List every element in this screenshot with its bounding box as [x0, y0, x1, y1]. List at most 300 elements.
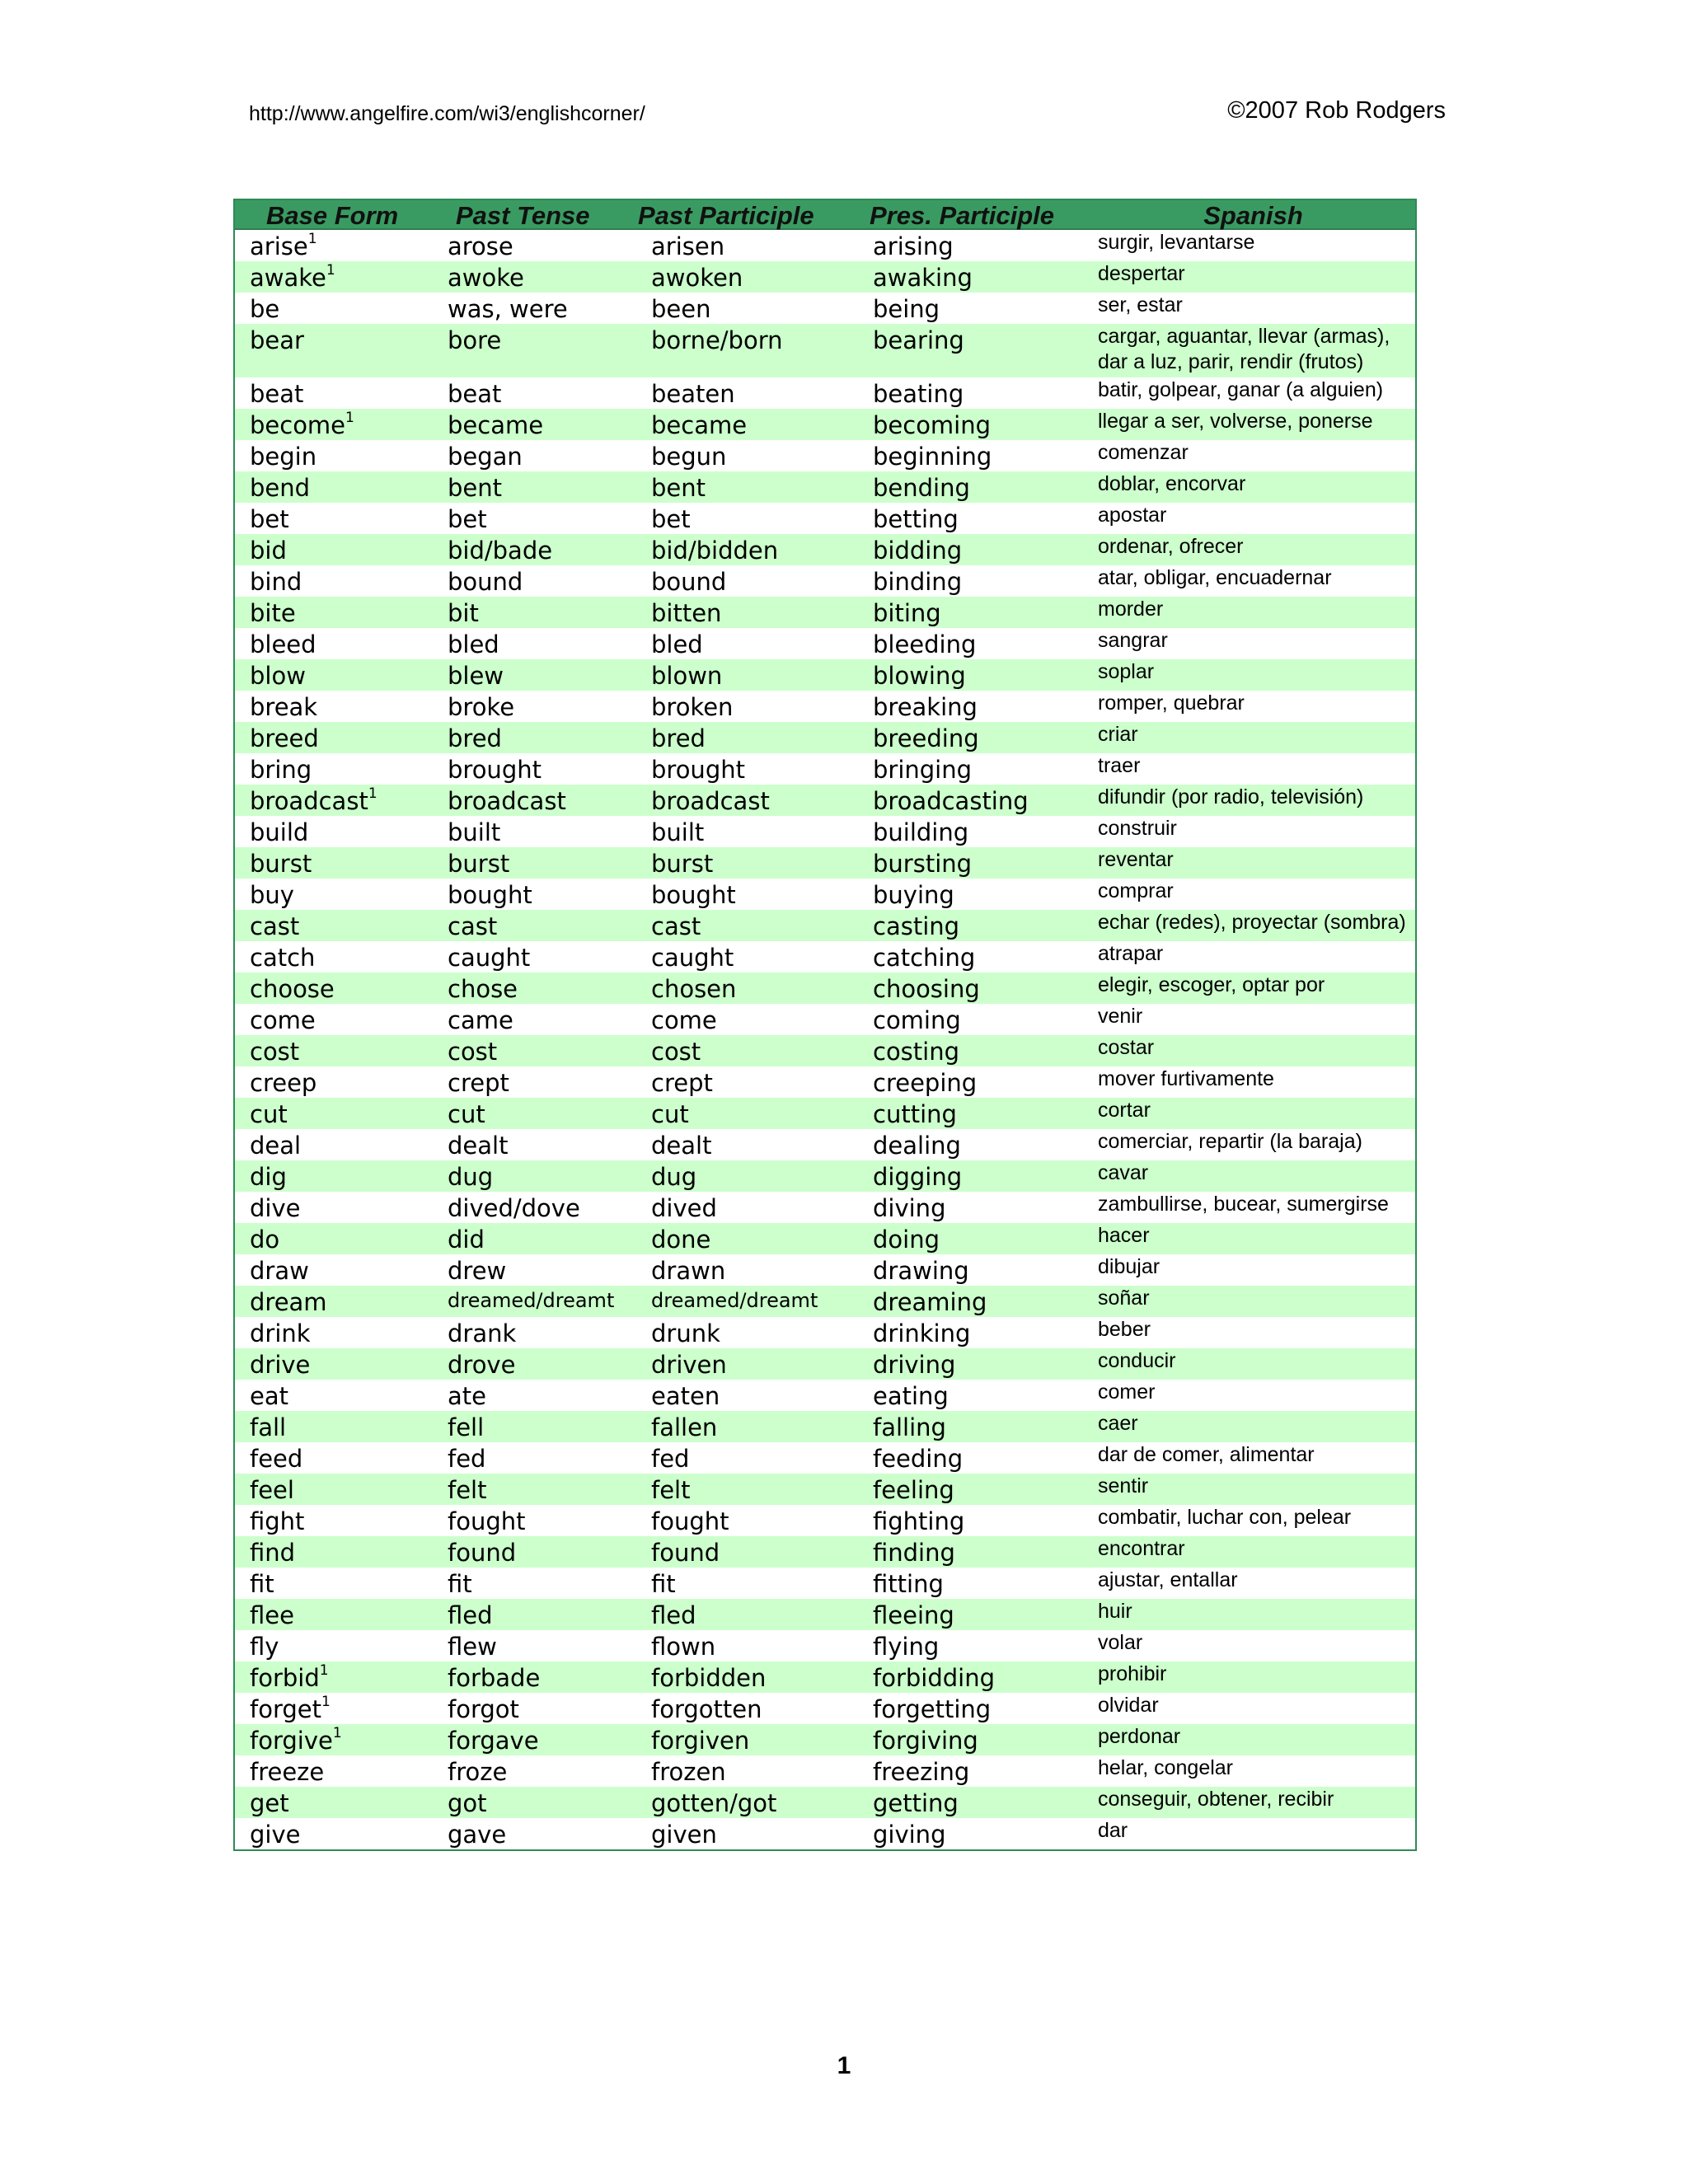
cell-past-participle: [638, 816, 860, 847]
cell-past-participle-text: bent: [651, 474, 706, 502]
cell-past-tense-text: fit: [448, 1570, 472, 1598]
cell-past-participle-text: fought: [651, 1507, 729, 1535]
cell-spanish: [1090, 377, 1415, 409]
cell-spanish-text: elegir, escoger, optar por: [1098, 973, 1325, 996]
cell-spanish-text: construir: [1098, 817, 1177, 840]
cell-past-participle: [638, 1129, 860, 1160]
table-row: [235, 377, 1415, 409]
cell-spanish-text: zambullirse, bucear, sumergirse: [1098, 1193, 1389, 1216]
cell-past-tense-text: dreamed/dreamt: [448, 1289, 615, 1312]
cell-base-form: [235, 1755, 433, 1787]
cell-past-participle-text: bid/bidden: [651, 537, 779, 565]
cell-past-participle: [638, 377, 860, 409]
cell-present-participle-text: breaking: [873, 693, 978, 721]
table-row: [235, 1286, 1415, 1317]
cell-spanish: [1090, 1661, 1415, 1693]
cell-base-form-text: draw: [250, 1257, 309, 1285]
cell-spanish: [1090, 1004, 1415, 1035]
cell-spanish-text: cavar: [1098, 1161, 1149, 1184]
table-row: [235, 1755, 1415, 1787]
footnote-marker: 1: [319, 1662, 329, 1679]
cell-past-tense-text: felt: [448, 1476, 487, 1504]
cell-base-form: [235, 753, 433, 785]
cell-past-tense: [433, 816, 638, 847]
cell-past-participle-text: fled: [651, 1601, 696, 1629]
cell-past-participle: [638, 753, 860, 785]
cell-present-participle: [860, 293, 1090, 324]
cell-present-participle: [860, 972, 1090, 1004]
cell-present-participle: [860, 1286, 1090, 1317]
cell-base-form-text: awake: [250, 264, 326, 292]
cell-present-participle: [860, 1755, 1090, 1787]
cell-present-participle: [860, 261, 1090, 293]
cell-base-form: [235, 1474, 433, 1505]
cell-past-tense-text: began: [448, 443, 523, 471]
cell-spanish-text: volar: [1098, 1631, 1143, 1654]
cell-past-participle-text: borne/born: [651, 326, 783, 354]
cell-present-participle: [860, 409, 1090, 440]
cell-present-participle: [860, 1536, 1090, 1568]
cell-base-form-text: eat: [250, 1382, 288, 1410]
cell-past-tense-text: got: [448, 1789, 487, 1817]
cell-past-participle: [638, 1724, 860, 1755]
cell-present-participle-text: bringing: [873, 756, 973, 784]
cell-present-participle-text: choosing: [873, 975, 980, 1003]
cell-base-form-text: cost: [250, 1038, 300, 1066]
cell-spanish: [1090, 565, 1415, 597]
table-row: [235, 1066, 1415, 1098]
table-row: [235, 1474, 1415, 1505]
cell-past-tense: [433, 1223, 638, 1254]
cell-spanish: [1090, 1317, 1415, 1348]
cell-present-participle: [860, 1129, 1090, 1160]
cell-past-tense: [433, 230, 638, 261]
cell-base-form-text: be: [250, 295, 280, 323]
cell-past-tense: [433, 1286, 638, 1317]
cell-base-form-text: bet: [250, 505, 289, 533]
cell-present-participle-text: cutting: [873, 1100, 957, 1128]
cell-past-tense-text: crept: [448, 1069, 509, 1097]
table-row: [235, 503, 1415, 534]
cell-spanish-text: comprar: [1098, 879, 1174, 902]
cell-base-form-text: find: [250, 1539, 296, 1567]
table-row: [235, 230, 1415, 261]
cell-past-tense: [433, 1066, 638, 1098]
cell-spanish-text: dibujar: [1098, 1255, 1160, 1278]
table-row: [235, 597, 1415, 628]
cell-base-form: [235, 503, 433, 534]
cell-present-participle: [860, 753, 1090, 785]
cell-past-participle-text: driven: [651, 1351, 727, 1379]
cell-past-participle: [638, 534, 860, 565]
table-row: [235, 785, 1415, 816]
table-row: [235, 1317, 1415, 1348]
cell-present-participle: [860, 377, 1090, 409]
cell-base-form-text: build: [250, 818, 309, 846]
cell-past-participle-text: dived: [651, 1194, 717, 1222]
table-row: [235, 972, 1415, 1004]
cell-present-participle-text: dealing: [873, 1132, 961, 1160]
cell-spanish: [1090, 1442, 1415, 1474]
cell-spanish-text: cargar, aguantar, llevar (armas), dar a luz, parir, rendir (frutos): [1098, 325, 1390, 373]
cell-spanish-text: sentir: [1098, 1474, 1149, 1497]
cell-past-participle: [638, 1223, 860, 1254]
table-row: [235, 1035, 1415, 1066]
cell-present-participle-text: forgiving: [873, 1727, 978, 1755]
cell-past-participle-text: dealt: [651, 1132, 712, 1160]
cell-past-participle-text: chosen: [651, 975, 737, 1003]
cell-base-form-text: bear: [250, 326, 304, 354]
cell-base-form-text: fight: [250, 1507, 305, 1535]
cell-base-form: [235, 1129, 433, 1160]
cell-past-participle: [638, 409, 860, 440]
cell-past-participle-text: crept: [651, 1069, 713, 1097]
cell-past-participle: [638, 1755, 860, 1787]
cell-past-tense: [433, 691, 638, 722]
cell-past-tense: [433, 1442, 638, 1474]
cell-base-form-text: do: [250, 1226, 280, 1254]
cell-past-participle-text: eaten: [651, 1382, 720, 1410]
cell-past-tense-text: broadcast: [448, 787, 566, 815]
table-row: [235, 1004, 1415, 1035]
cell-past-tense-text: dived/dove: [448, 1194, 580, 1222]
cell-past-participle-text: bitten: [651, 599, 722, 627]
cell-past-participle: [638, 1474, 860, 1505]
cell-present-participle: [860, 1818, 1090, 1849]
cell-spanish-text: sangrar: [1098, 629, 1168, 652]
cell-spanish: [1090, 230, 1415, 261]
cell-past-tense-text: caught: [448, 944, 531, 972]
cell-spanish-text: mover furtivamente: [1098, 1067, 1274, 1090]
cell-base-form-text: broadcast: [250, 787, 368, 815]
cell-present-participle: [860, 1442, 1090, 1474]
cell-spanish: [1090, 440, 1415, 471]
cell-present-participle: [860, 1411, 1090, 1442]
cell-base-form-text: blow: [250, 662, 306, 690]
cell-past-participle-text: broadcast: [651, 787, 770, 815]
cell-spanish: [1090, 785, 1415, 816]
irregular-verbs-table: [233, 199, 1417, 1851]
cell-past-tense-text: chose: [448, 975, 518, 1003]
cell-past-participle: [638, 1380, 860, 1411]
cell-spanish: [1090, 503, 1415, 534]
cell-present-participle: [860, 722, 1090, 753]
cell-present-participle-text: awaking: [873, 264, 973, 292]
cell-past-tense-text: forgot: [448, 1695, 519, 1723]
cell-base-form: [235, 1411, 433, 1442]
cell-spanish-text: llegar a ser, volverse, ponerse: [1098, 410, 1373, 433]
cell-past-tense: [433, 1755, 638, 1787]
cell-present-participle-text: diving: [873, 1194, 946, 1222]
cell-spanish-text: traer: [1098, 754, 1141, 777]
cell-base-form-text: drink: [250, 1319, 311, 1347]
cell-base-form: [235, 440, 433, 471]
cell-present-participle-text: getting: [873, 1789, 959, 1817]
cell-past-tense-text: flew: [448, 1633, 497, 1661]
cell-present-participle-text: beating: [873, 380, 964, 408]
cell-spanish-text: combatir, luchar con, pelear: [1098, 1506, 1352, 1529]
table-row: [235, 941, 1415, 972]
column-header-past-tense: Past Tense: [456, 201, 590, 230]
cell-past-tense: [433, 261, 638, 293]
cell-base-form: [235, 1348, 433, 1380]
cell-past-tense-text: froze: [448, 1758, 508, 1786]
cell-present-participle-text: fitting: [873, 1570, 944, 1598]
cell-present-participle: [860, 1004, 1090, 1035]
cell-spanish-text: perdonar: [1098, 1725, 1181, 1748]
cell-base-form: [235, 1035, 433, 1066]
page-header: [249, 97, 1446, 130]
cell-past-participle: [638, 1411, 860, 1442]
cell-present-participle-text: coming: [873, 1006, 961, 1034]
cell-base-form: [235, 1160, 433, 1192]
cell-present-participle-text: fighting: [873, 1507, 965, 1535]
cell-present-participle-text: casting: [873, 912, 960, 940]
cell-spanish: [1090, 1505, 1415, 1536]
cell-base-form-text: bend: [250, 474, 311, 502]
cell-present-participle-text: driving: [873, 1351, 956, 1379]
table-row: [235, 324, 1415, 377]
cell-past-tense-text: burst: [448, 850, 510, 878]
footnote-marker: 1: [321, 1694, 331, 1710]
table-row: [235, 1098, 1415, 1129]
cell-past-participle-text: dreamed/dreamt: [651, 1289, 818, 1312]
cell-present-participle: [860, 534, 1090, 565]
footnote-marker: 1: [368, 785, 377, 802]
table-row: [235, 1223, 1415, 1254]
cell-past-tense: [433, 293, 638, 324]
cell-present-participle: [860, 785, 1090, 816]
cell-past-tense-text: did: [448, 1226, 485, 1254]
table-row: [235, 1380, 1415, 1411]
cell-spanish-text: romper, quebrar: [1098, 691, 1245, 715]
cell-base-form: [235, 1630, 433, 1661]
cell-past-participle: [638, 1317, 860, 1348]
cell-past-participle-text: bred: [651, 724, 706, 752]
cell-base-form: [235, 1818, 433, 1849]
cell-present-participle-text: bursting: [873, 850, 973, 878]
table-row: [235, 1661, 1415, 1693]
cell-past-participle: [638, 1536, 860, 1568]
cell-past-tense: [433, 471, 638, 503]
cell-past-participle-text: gotten/got: [651, 1789, 777, 1817]
table-row: [235, 1787, 1415, 1818]
cell-present-participle: [860, 1661, 1090, 1693]
cell-present-participle: [860, 1568, 1090, 1599]
cell-base-form-text: forgive: [250, 1727, 333, 1755]
cell-present-participle: [860, 941, 1090, 972]
cell-past-participle-text: fed: [651, 1445, 690, 1473]
cell-past-tense: [433, 409, 638, 440]
cell-present-participle-text: building: [873, 818, 969, 846]
cell-past-tense: [433, 1035, 638, 1066]
cell-present-participle: [860, 565, 1090, 597]
cell-spanish-text: comerciar, repartir (la baraja): [1098, 1130, 1362, 1153]
cell-base-form: [235, 1693, 433, 1724]
cell-past-participle-text: built: [651, 818, 705, 846]
cell-base-form-text: bring: [250, 756, 312, 784]
cell-base-form: [235, 847, 433, 879]
cell-past-tense-text: forbade: [448, 1664, 541, 1692]
table-row: [235, 1818, 1415, 1849]
cell-present-participle-text: dreaming: [873, 1288, 987, 1316]
table-row: [235, 1599, 1415, 1630]
cell-spanish: [1090, 1599, 1415, 1630]
table-row: [235, 1724, 1415, 1755]
cell-present-participle-text: giving: [873, 1821, 946, 1849]
cell-base-form-text: forget: [250, 1695, 321, 1723]
cell-present-participle-text: feeling: [873, 1476, 954, 1504]
table-row: [235, 1192, 1415, 1223]
cell-past-participle: [638, 597, 860, 628]
cell-past-tense-text: broke: [448, 693, 515, 721]
cell-past-tense: [433, 1661, 638, 1693]
cell-past-participle-text: beaten: [651, 380, 735, 408]
cell-base-form-text: give: [250, 1821, 301, 1849]
cell-past-tense-text: drank: [448, 1319, 517, 1347]
cell-past-participle-text: burst: [651, 850, 714, 878]
cell-spanish: [1090, 1286, 1415, 1317]
cell-spanish: [1090, 1630, 1415, 1661]
cell-past-participle: [638, 910, 860, 941]
cell-past-participle: [638, 1192, 860, 1223]
cell-spanish: [1090, 691, 1415, 722]
cell-past-tense-text: fought: [448, 1507, 526, 1535]
cell-spanish-text: conseguir, obtener, recibir: [1098, 1788, 1334, 1811]
cell-base-form: [235, 941, 433, 972]
cell-past-participle: [638, 1035, 860, 1066]
cell-past-tense: [433, 1818, 638, 1849]
cell-base-form-text: beat: [250, 380, 304, 408]
cell-base-form: [235, 1661, 433, 1693]
cell-spanish-text: criar: [1098, 723, 1138, 746]
cell-spanish-text: huir: [1098, 1600, 1132, 1623]
cell-past-participle-text: blown: [651, 662, 723, 690]
table-row: [235, 1129, 1415, 1160]
cell-base-form: [235, 1098, 433, 1129]
cell-present-participle: [860, 691, 1090, 722]
cell-past-tense-text: built: [448, 818, 501, 846]
cell-base-form: [235, 1568, 433, 1599]
cell-present-participle-text: biting: [873, 599, 941, 627]
cell-past-tense: [433, 503, 638, 534]
cell-spanish-text: beber: [1098, 1318, 1151, 1341]
cell-past-tense-text: cost: [448, 1038, 498, 1066]
cell-present-participle: [860, 1787, 1090, 1818]
cell-base-form: [235, 1505, 433, 1536]
cell-past-participle: [638, 471, 860, 503]
cell-base-form: [235, 1286, 433, 1317]
cell-present-participle: [860, 847, 1090, 879]
cell-spanish-text: batir, golpear, ganar (a alguien): [1098, 378, 1384, 401]
column-header-base-form: Base Form: [266, 201, 399, 230]
cell-past-participle: [638, 879, 860, 910]
cell-past-tense: [433, 377, 638, 409]
cell-past-tense: [433, 879, 638, 910]
cell-present-participle-text: arising: [873, 232, 954, 260]
cell-spanish: [1090, 1160, 1415, 1192]
cell-present-participle: [860, 1630, 1090, 1661]
cell-past-participle-text: bet: [651, 505, 691, 533]
cell-base-form: [235, 1442, 433, 1474]
cell-base-form: [235, 324, 433, 377]
cell-past-tense-text: bit: [448, 599, 479, 627]
cell-past-tense-text: bled: [448, 630, 499, 658]
cell-past-participle: [638, 1818, 860, 1849]
cell-spanish-text: difundir (por radio, televisión): [1098, 785, 1364, 808]
cell-spanish: [1090, 1411, 1415, 1442]
table-row: [235, 816, 1415, 847]
cell-past-tense: [433, 1411, 638, 1442]
cell-past-tense: [433, 534, 638, 565]
cell-present-participle-text: broadcasting: [873, 787, 1029, 815]
cell-past-participle: [638, 1599, 860, 1630]
cell-spanish: [1090, 879, 1415, 910]
cell-past-participle-text: been: [651, 295, 711, 323]
cell-spanish-text: atrapar: [1098, 942, 1164, 965]
cell-present-participle: [860, 230, 1090, 261]
source-url[interactable]: http://www.angelfire.com/wi3/englishcorner/: [249, 102, 645, 125]
cell-base-form-text: get: [250, 1789, 289, 1817]
cell-spanish: [1090, 1192, 1415, 1223]
cell-base-form-text: choose: [250, 975, 335, 1003]
cell-spanish: [1090, 972, 1415, 1004]
cell-past-participle: [638, 1505, 860, 1536]
cell-past-participle: [638, 722, 860, 753]
cell-past-participle: [638, 261, 860, 293]
cell-past-participle-text: found: [651, 1539, 720, 1567]
cell-past-participle-text: come: [651, 1006, 717, 1034]
cell-base-form-text: cut: [250, 1100, 288, 1128]
cell-spanish: [1090, 471, 1415, 503]
cell-present-participle-text: binding: [873, 568, 963, 596]
cell-present-participle: [860, 597, 1090, 628]
cell-present-participle-text: bearing: [873, 326, 964, 354]
column-header-present-participle: Pres. Participle: [870, 201, 1055, 230]
cell-past-participle-text: cast: [651, 912, 701, 940]
cell-present-participle: [860, 910, 1090, 941]
cell-present-participle: [860, 1505, 1090, 1536]
cell-past-participle-text: drawn: [651, 1257, 726, 1285]
cell-base-form: [235, 879, 433, 910]
copyright-notice: ©2007 Rob Rodgers: [1227, 97, 1446, 124]
cell-base-form: [235, 1380, 433, 1411]
cell-past-tense: [433, 941, 638, 972]
cell-past-tense-text: found: [448, 1539, 517, 1567]
cell-base-form-text: fit: [250, 1570, 274, 1598]
cell-base-form-text: become: [250, 411, 346, 439]
cell-base-form-text: arise: [250, 232, 308, 260]
cell-present-participle-text: forbidding: [873, 1664, 996, 1692]
table-row: [235, 879, 1415, 910]
cell-spanish: [1090, 534, 1415, 565]
cell-past-participle: [638, 293, 860, 324]
cell-spanish: [1090, 1254, 1415, 1286]
cell-base-form: [235, 1254, 433, 1286]
cell-present-participle-text: digging: [873, 1163, 963, 1191]
cell-past-tense-text: forgave: [448, 1727, 539, 1755]
cell-present-participle: [860, 1380, 1090, 1411]
cell-past-tense: [433, 785, 638, 816]
cell-past-participle: [638, 1004, 860, 1035]
cell-past-participle: [638, 1442, 860, 1474]
table-row: [235, 1630, 1415, 1661]
cell-base-form: [235, 261, 433, 293]
cell-present-participle: [860, 816, 1090, 847]
table-row: [235, 440, 1415, 471]
cell-past-participle: [638, 1286, 860, 1317]
cell-past-tense-text: blew: [448, 662, 504, 690]
